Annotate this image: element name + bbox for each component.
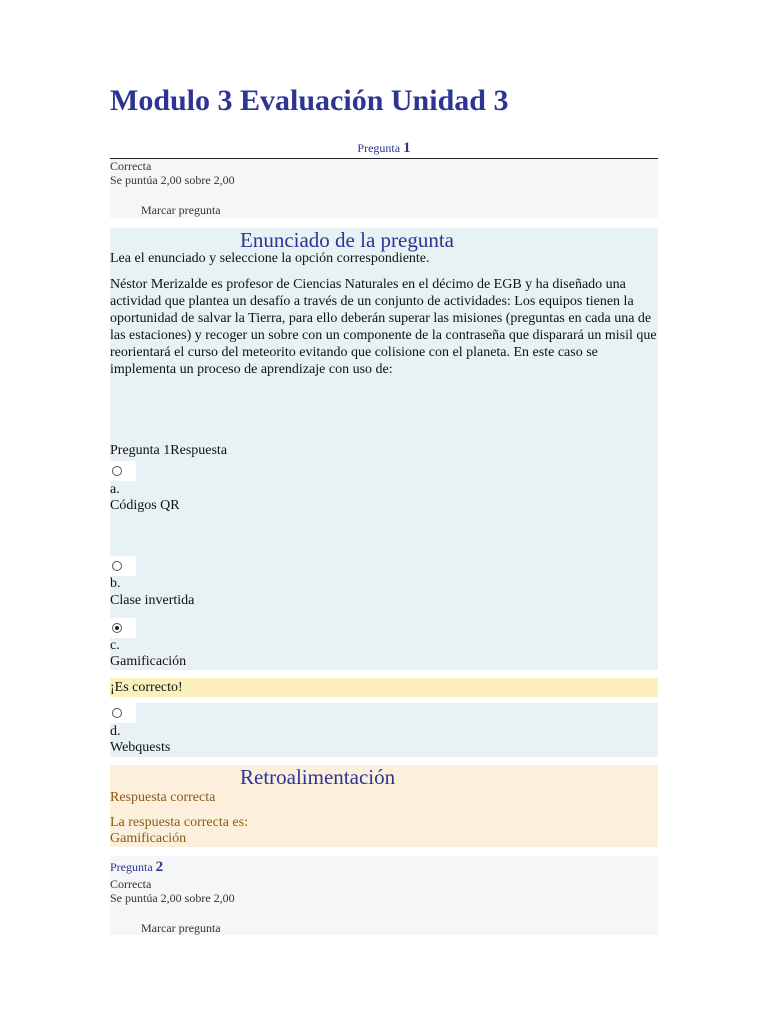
feedback-section — [110, 765, 658, 847]
question-2-label — [110, 860, 163, 874]
question-grade: Se puntúa 2,00 sobre 2,00 — [110, 173, 235, 187]
option-d-label[interactable]: Webquests — [110, 740, 171, 755]
question-label-text: Pregunta — [357, 141, 404, 155]
feedback-right-answer-prefix: La respuesta correcta es: — [110, 815, 248, 830]
feedback-right-answer — [110, 815, 248, 847]
option-b-radio[interactable] — [112, 561, 122, 571]
question-text-heading: Enunciado de la pregunta — [240, 228, 454, 252]
flag-question-link[interactable]: Marcar pregunta — [141, 921, 221, 935]
option-correct-feedback: ¡Es correcto! — [110, 678, 658, 697]
question-label-text: Pregunta — [110, 860, 156, 874]
option-d-container — [110, 703, 658, 757]
option-c-letter: c. — [110, 638, 120, 653]
question-number: 2 — [155, 859, 164, 875]
option-a-label[interactable]: Códigos QR — [110, 498, 180, 513]
question-state: Correcta — [110, 159, 152, 173]
option-d-letter: d. — [110, 724, 121, 739]
question-grade: Se puntúa 2,00 sobre 2,00 — [110, 891, 235, 905]
question-number: 1 — [403, 140, 411, 156]
answer-section-title: Pregunta 1Respuesta — [110, 443, 228, 458]
question-2-info — [110, 856, 658, 935]
page-title: Modulo 3 Evaluación Unidad 3 — [110, 84, 509, 117]
option-d-radio[interactable] — [112, 708, 122, 718]
option-a-radio[interactable] — [112, 466, 122, 476]
option-c-radio-box[interactable] — [110, 618, 136, 638]
option-b-letter: b. — [110, 576, 121, 591]
question-state: Correcta — [110, 877, 152, 891]
question-1-info — [110, 159, 658, 218]
feedback-heading: Retroalimentación — [240, 765, 396, 789]
feedback-general: Respuesta correcta — [110, 790, 216, 805]
flag-question-link[interactable]: Marcar pregunta — [141, 203, 221, 217]
option-b-label[interactable]: Clase invertida — [110, 593, 195, 608]
option-b-radio-box[interactable] — [110, 556, 136, 576]
option-c-label[interactable]: Gamificación — [110, 654, 187, 669]
question-instruction: Lea el enunciado y seleccione la opción correspondiente. — [110, 251, 430, 266]
option-d-radio-box[interactable] — [110, 703, 136, 723]
question-1-label — [110, 140, 658, 159]
option-a-radio-box[interactable] — [110, 461, 136, 481]
option-a-letter: a. — [110, 482, 120, 497]
question-1-content — [110, 228, 658, 670]
question-body: Néstor Merizalde es profesor de Ciencias Naturales en el décimo de EGB y ha diseñado una actividad que plantea un desafío a través de un conjunto de actividades: Los equipos tienen la oportunidad de salvar la Tierra, para ello deberán superar las misiones (preguntas en cada una de las estaciones) y recoger un sobre con un componente de la contraseña que disparará un misil que reorientará el curso del meteorito evitando que colisione con el planeta. En este caso se implementa un proceso de aprendizaje con uso de: — [110, 277, 657, 377]
option-c-radio[interactable] — [112, 623, 122, 633]
feedback-right-answer-value: Gamificación — [110, 831, 187, 846]
